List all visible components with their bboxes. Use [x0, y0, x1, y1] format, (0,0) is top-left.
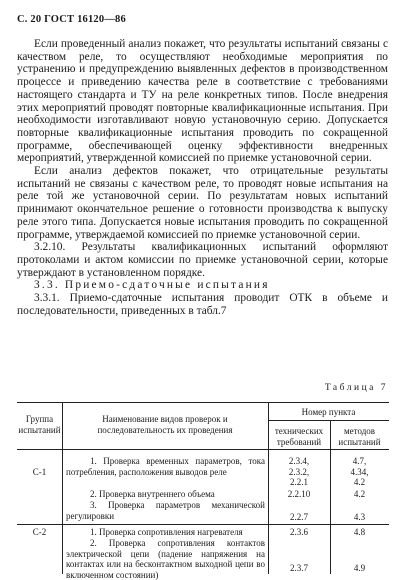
col-header-method: методов испытаний: [338, 426, 381, 447]
ref-line: 2.3.4,: [288, 456, 310, 466]
tech-ref: 2.3.7: [290, 563, 308, 573]
table-row: 3. Проверка параметров механической регулировки: [66, 500, 265, 521]
tech-ref: 2.3.6: [290, 527, 308, 537]
paragraph: Если проведенный анализ покажет, что результаты испытаний связаны с качеством реле, то осуществляют необходимые мероприятия по устранению и предупреждению выявленных дефектов в производственном процессе и приведению качества реле в соответствие с требованиями настоящего стандарта и ТУ на реле конкретных типов. После внедрения этих мероприятий проводят повторные квалификационные испытания. При необходимости изготавливают новую установочную серию. Допускается повторные квалификационные испытания проводить по сокращенной программе, обеспечивающей оценку эффективности внедренных мероприятий, утвержденной комиссией по приемке установочной серии.: [17, 38, 388, 165]
col-header-point: Номер пункта: [301, 407, 356, 417]
group-label: С-2: [32, 527, 47, 537]
tech-ref: [268, 456, 330, 488]
ref-line: 4.7,: [352, 456, 367, 466]
section-title: 3.3. Приемо-сдаточные испытания: [34, 279, 270, 292]
tech-ref: 2.2.7: [290, 512, 308, 522]
col-header-name: Наименование видов проверок и последовательность их проведения: [97, 414, 233, 435]
page-header: С. 20 ГОСТ 16120—86: [17, 14, 126, 25]
tech-ref: 2.2.10: [287, 489, 311, 499]
ref-line: 2.3.2,: [288, 466, 310, 477]
ref-line: 2.2.1: [290, 477, 308, 488]
ref-line: 4.2: [353, 477, 366, 488]
table-row: 1. Проверка сопротивления нагревателя: [90, 527, 243, 537]
paragraph: 3.3.1. Приемо-сдаточные испытания проводит ОТК в объеме и последовательности, приведенных в табл.7: [17, 292, 388, 317]
table-row: 2. Проверка сопротивления контактов электрической цепи (падение напряжения на контактах или на бесконтактном выходной цепи во включенном состоянии): [66, 538, 265, 580]
method-ref: 4.3: [353, 512, 366, 522]
ref-line: 4.34,: [350, 466, 369, 477]
group-label: С-1: [32, 467, 47, 477]
table-caption: Таблица 7: [324, 383, 388, 393]
method-ref: 4.9: [353, 563, 366, 573]
method-ref: 4.8: [353, 527, 366, 537]
method-ref: 4.2: [353, 489, 366, 499]
col-header-tech: технических требований: [274, 426, 324, 447]
table-row: 1. Проверка временных параметров, тока потребления, расположения выводов реле: [66, 456, 265, 477]
table-row: 2. Проверка внутреннего объема: [90, 489, 215, 499]
body-text: [17, 38, 388, 317]
col-header-group: Группа испытаний: [18, 414, 61, 435]
method-ref: [330, 456, 389, 488]
paragraph: 3.2.10. Результаты квалификационных испытаний оформляют протоколами и актом комиссии по приемке установочной серии, которые утверждают в установленном порядке.: [17, 241, 388, 279]
paragraph: Если анализ дефектов покажет, что отрицательные результаты испытаний не связаны с качеством реле, то проводят новые испытания на реле той же установочной серии. По результатам новых испытаний принимают окончательное решение о готовности производства к выпуску реле этого типа. Допускается новые испытания проводить по сокращенной программе, утверждаемой комиссией по приемке установочной серии.: [17, 165, 388, 241]
